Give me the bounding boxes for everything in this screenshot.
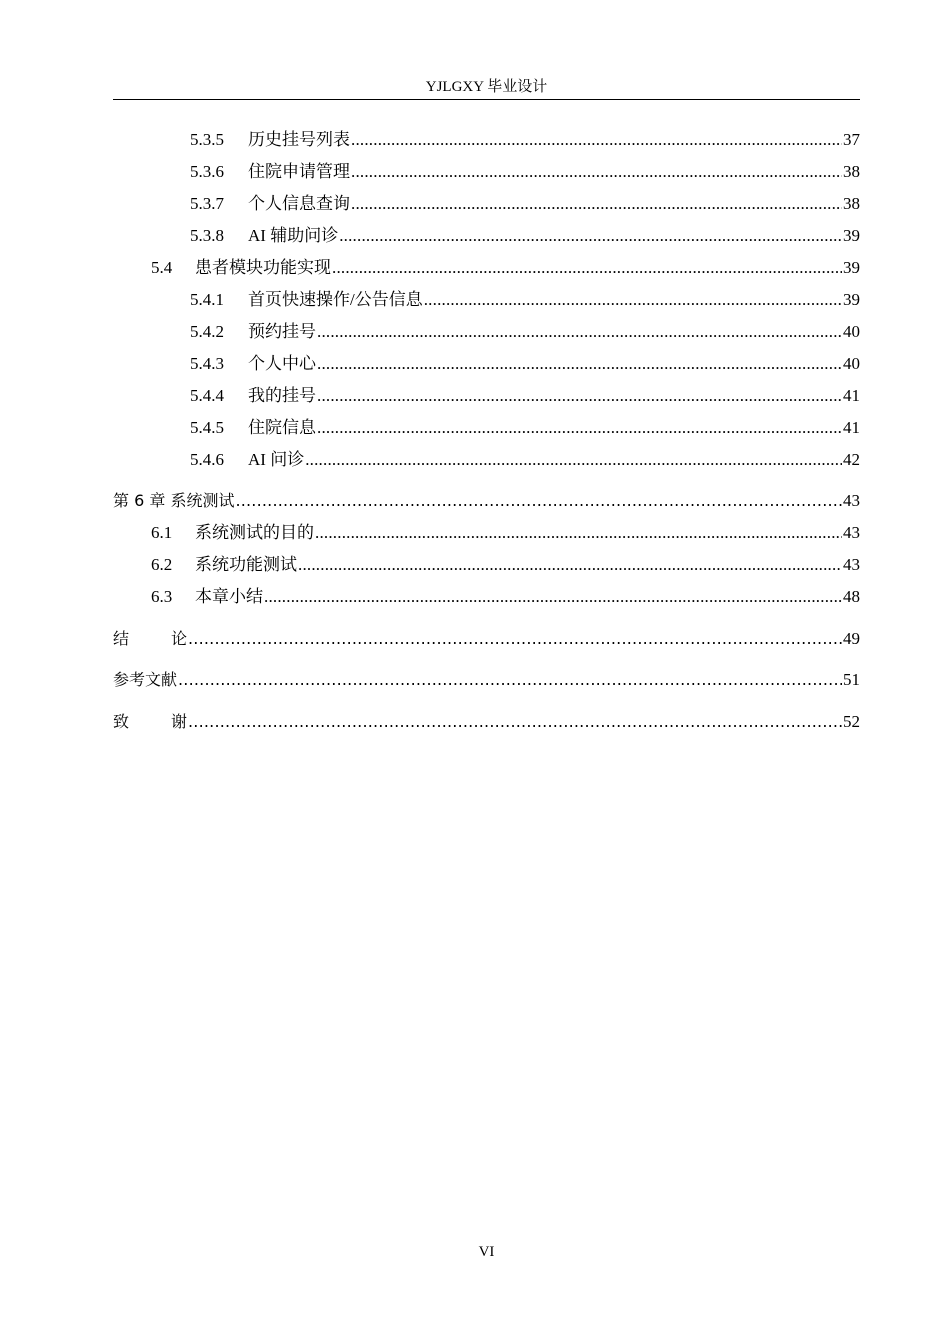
dot-leader <box>351 161 842 183</box>
dot-leader <box>424 289 842 311</box>
toc-entry-number: 6.3 <box>151 587 173 606</box>
toc-entry-number: 5.4 <box>151 258 173 277</box>
toc-entry-5-3-5[interactable] <box>113 129 860 151</box>
toc-entry-title: 患者模块功能实现 <box>195 258 331 277</box>
toc-entry-title: AI 问诊 <box>248 450 305 469</box>
toc-entry-page: 42 <box>843 450 860 469</box>
toc-entry-page: 51 <box>843 670 860 689</box>
toc-entry-title-second: 谢 <box>171 712 188 731</box>
toc-entry-title: 致 <box>113 712 130 731</box>
toc-entry-page: 39 <box>843 226 860 245</box>
toc-entry-title: 住院申请管理 <box>248 162 350 181</box>
toc-entry-chapter-6[interactable] <box>113 490 860 512</box>
toc-entry-number: 6.2 <box>151 555 173 574</box>
toc-entry-page: 43 <box>843 523 860 542</box>
toc-entry-conclusion[interactable] <box>113 628 860 650</box>
toc-entry-title: 本章小结 <box>195 587 263 606</box>
dot-leader <box>339 225 842 247</box>
dot-leader <box>351 193 842 215</box>
dot-leader <box>298 554 842 576</box>
header-rule <box>113 99 860 100</box>
dot-leader <box>317 417 842 439</box>
toc-entry-title-second: 论 <box>171 629 188 648</box>
toc-entry-page: 43 <box>843 555 860 574</box>
dot-leader <box>188 711 842 733</box>
toc-entry-title: 预约挂号 <box>248 322 316 341</box>
toc-entry-page: 38 <box>843 194 860 213</box>
dot-leader <box>305 449 842 471</box>
toc-entry-5-3-6[interactable] <box>113 161 860 183</box>
toc-entry-5-4-6[interactable] <box>113 449 860 471</box>
toc-entry-title: 个人中心 <box>248 354 316 373</box>
toc-entry-title: 系统测试的目的 <box>195 523 314 542</box>
dot-leader <box>317 321 842 343</box>
toc-entry-number: 5.4.1 <box>190 290 224 309</box>
toc-entry-title: 我的挂号 <box>248 386 316 405</box>
toc-entry-title: AI 辅助问诊 <box>248 226 339 245</box>
toc-entry-title: 个人信息查询 <box>248 194 350 213</box>
toc-entry-references[interactable] <box>113 669 860 691</box>
toc-entry-title: 结 <box>113 629 130 648</box>
toc-entry-page: 43 <box>843 491 860 510</box>
dot-leader <box>178 669 842 691</box>
toc-entry-page: 41 <box>843 386 860 405</box>
toc-entry-title: 参考文献 <box>113 670 178 689</box>
toc-entry-title: 首页快速操作/公告信息 <box>248 290 423 309</box>
dot-leader <box>188 628 842 650</box>
toc-entry-page: 39 <box>843 290 860 309</box>
toc-entry-page: 39 <box>843 258 860 277</box>
toc-entry-number: 5.4.6 <box>190 450 224 469</box>
toc-entry-number: 6.1 <box>151 523 173 542</box>
dot-leader <box>264 586 842 608</box>
dot-leader <box>317 385 842 407</box>
toc-entry-6-2[interactable] <box>113 554 860 576</box>
toc-entry-title: 历史挂号列表 <box>248 130 350 149</box>
toc-entry-page: 52 <box>843 712 860 731</box>
toc-entry-page: 41 <box>843 418 860 437</box>
toc-entry-5-4-4[interactable] <box>113 385 860 407</box>
toc-entry-5-4-2[interactable] <box>113 321 860 343</box>
toc-entry-5-4-5[interactable] <box>113 417 860 439</box>
dot-leader <box>315 522 842 544</box>
toc-entry-acknowledgements[interactable] <box>113 711 860 733</box>
toc-entry-page: 40 <box>843 354 860 373</box>
dot-leader <box>317 353 842 375</box>
toc-entry-5-4[interactable] <box>113 257 860 279</box>
toc-entry-6-3[interactable] <box>113 586 860 608</box>
dot-leader <box>351 129 842 151</box>
toc-entry-page: 48 <box>843 587 860 606</box>
toc-entry-number: 5.4.5 <box>190 418 224 437</box>
toc-entry-page: 38 <box>843 162 860 181</box>
dot-leader <box>332 257 842 279</box>
toc-entry-number: 5.3.8 <box>190 226 224 245</box>
toc-entry-number: 5.4.3 <box>190 354 224 373</box>
toc-entry-6-1[interactable] <box>113 522 860 544</box>
toc-entry-number: 5.3.6 <box>190 162 224 181</box>
toc-entry-number: 5.3.5 <box>190 130 224 149</box>
toc-entry-title: 住院信息 <box>248 418 316 437</box>
toc-entry-page: 49 <box>843 629 860 648</box>
toc-entry-title: 系统功能测试 <box>195 555 297 574</box>
toc-entry-5-4-3[interactable] <box>113 353 860 375</box>
toc-entry-number: 5.4.2 <box>190 322 224 341</box>
running-header: YJLGXY 毕业设计 <box>425 79 548 95</box>
toc-entry-5-3-8[interactable] <box>113 225 860 247</box>
dot-leader <box>235 490 842 512</box>
toc-entry-page: 40 <box>843 322 860 341</box>
toc-entry-5-4-1[interactable] <box>113 289 860 311</box>
page-number: VI <box>478 1244 495 1260</box>
toc-entry-page: 37 <box>843 130 860 149</box>
toc-entry-number: 5.3.7 <box>190 194 224 213</box>
toc-entry-title: 第 6 章 系统测试 <box>113 491 235 510</box>
toc-entry-5-3-7[interactable] <box>113 193 860 215</box>
toc-entry-number: 5.4.4 <box>190 386 224 405</box>
